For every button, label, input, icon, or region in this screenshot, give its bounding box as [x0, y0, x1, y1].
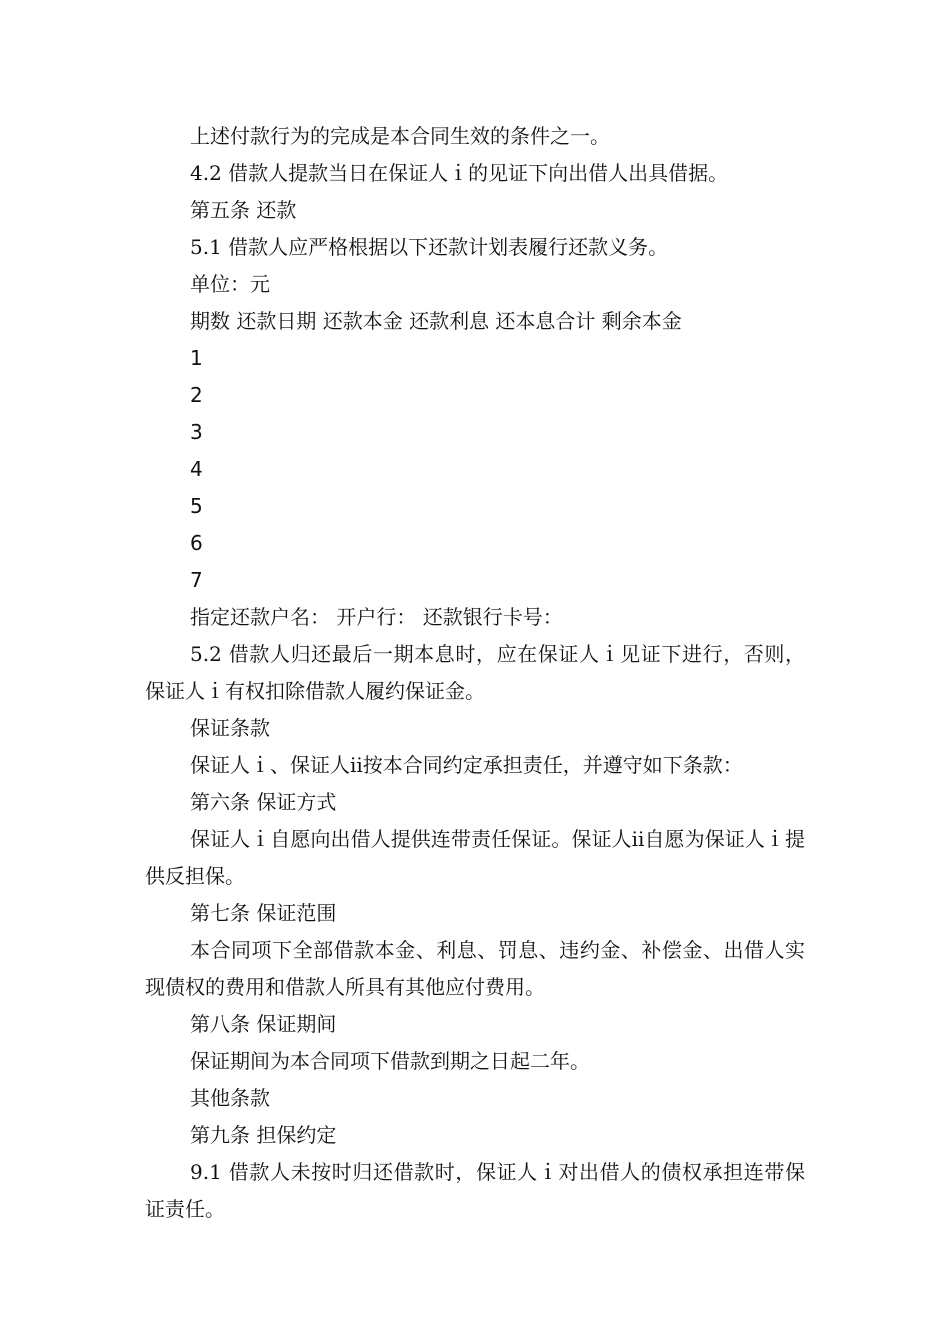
article-6-body: 保证人ｉ自愿向出借人提供连带责任保证。保证人ⅱ自愿为保证人ｉ提供反担保。	[145, 827, 805, 888]
article-8-heading: 第八条 保证期间	[190, 1012, 337, 1036]
clause-5-2: 5.2 借款人归还最后一期本息时，应在保证人ｉ见证下进行，否则，保证人ｉ有权扣除借款人履约保证金。	[145, 642, 805, 703]
period-row: 7	[190, 568, 203, 592]
clause-5-1: 5.1 借款人应严格根据以下还款计划表履行还款义务。	[190, 235, 669, 259]
article-5-heading: 第五条 还款	[190, 198, 297, 222]
period-row: 3	[190, 420, 203, 444]
period-row: 1	[190, 346, 203, 370]
guarantee-intro: 保证人ｉ、保证人ⅱ按本合同约定承担责任，并遵守如下条款：	[190, 753, 743, 777]
clause-4-2: 4.2 借款人提款当日在保证人ｉ的见证下向出借人出具借据。	[190, 161, 729, 185]
article-6-heading: 第六条 保证方式	[190, 790, 337, 814]
article-8-body: 保证期间为本合同项下借款到期之日起二年。	[190, 1049, 590, 1073]
repayment-account-info: 指定还款户名： 开户行： 还款银行卡号：	[190, 605, 563, 629]
period-row: 5	[190, 494, 203, 518]
period-row: 6	[190, 531, 203, 555]
article-7-body: 本合同项下全部借款本金、利息、罚息、违约金、补偿金、出借人实现债权的费用和借款人所具有其他应付费用。	[145, 938, 805, 999]
article-9-heading: 第九条 担保约定	[190, 1123, 337, 1147]
article-7-heading: 第七条 保证范围	[190, 901, 337, 925]
repayment-table-header: 期数 还款日期 还款本金 还款利息 还本息合计 剩余本金	[190, 309, 682, 333]
other-terms-heading: 其他条款	[190, 1086, 270, 1110]
period-row: 4	[190, 457, 203, 481]
unit-label: 单位：元	[190, 272, 270, 296]
contract-body	[145, 118, 805, 1228]
guarantee-section-heading: 保证条款	[190, 716, 270, 740]
clause-9-1: 9.1 借款人未按时归还借款时，保证人ｉ对出借人的债权承担连带保证责任。	[145, 1160, 805, 1221]
paragraph-payment-condition: 上述付款行为的完成是本合同生效的条件之一。	[190, 124, 610, 148]
period-row: 2	[190, 383, 203, 407]
